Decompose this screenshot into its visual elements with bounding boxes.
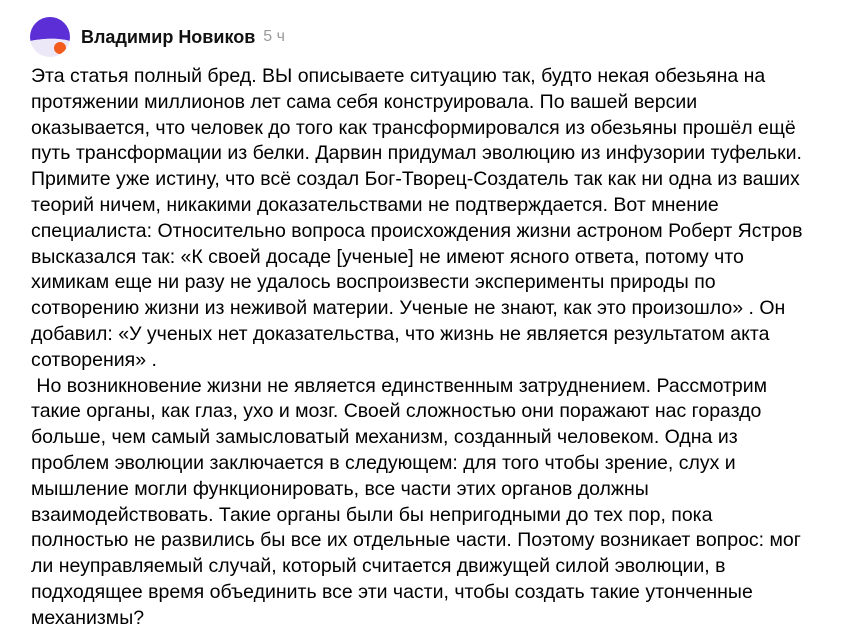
comment-line: высказался так: «К своей досаде [ученые] не имеют ясного ответа, потому что xyxy=(31,245,744,268)
comment-line: такие органы, как глаз, ухо и мозг. Своей сложностью они поражают нас гораздо xyxy=(31,400,762,423)
comment-line: мышление могли функционировать, все части этих органов должны xyxy=(31,477,649,500)
comment-line: Примите уже истину, что всё создал Бог-Творец-Создатель так как ни одна из ваших xyxy=(31,168,800,191)
comment-line: протяжении миллионов лет сама себя конструировала. По вашей версии xyxy=(31,90,698,113)
comment-time[interactable]: 5 ч xyxy=(263,28,285,45)
avatar-icon xyxy=(30,17,70,57)
comment-line: подходящее время объединить все эти части, чтобы создать такие утонченные xyxy=(31,580,753,603)
comment-line: путь трансформации из белки. Дарвин придумал эволюцию из инфузории туфельки. xyxy=(31,142,802,165)
comment-line: химикам еще ни разу не удалось воспроизвести эксперименты природы по xyxy=(31,271,716,294)
comment-line: ли неуправляемый случай, который считается движущей силой эволюции, в xyxy=(31,555,726,578)
comment-line: оказывается, что человек до того как трансформировался из обезьяны прошёл ещё xyxy=(31,116,796,139)
comment-line: проблем эволюции заключается в следующем: для того чтобы зрение, слух и xyxy=(31,451,736,474)
comment-line: Эта статья полный бред. ВЫ описываете ситуацию так, будто некая обезьяна на xyxy=(31,65,766,87)
author-name[interactable]: Владимир Новиков xyxy=(81,26,256,47)
comment-line: больше, чем самый замысловатый механизм, созданный человеком. Одна из xyxy=(31,426,738,449)
avatar[interactable] xyxy=(30,17,70,57)
comment-line: сотворению жизни из неживой материи. Ученые не знают, как это произошло» . Он xyxy=(31,297,786,320)
comment-line: механизмы? xyxy=(31,606,145,629)
comment-line: сотворения» . xyxy=(31,348,157,371)
comment-line: теорий ничем, никакими доказательствами не подтверждается. Вот мнение xyxy=(31,193,719,216)
comment-line: добавил: «У ученых нет доказательства, что жизнь не является результатом акта xyxy=(31,322,770,345)
comment-line: полностью не развились бы все их отдельные части. Поэтому возникает вопрос: мог xyxy=(31,529,801,552)
comment-line: специалиста: Относительно вопроса происхождения жизни астроном Роберт Ястров xyxy=(31,219,803,242)
comment-line: взаимодействовать. Такие органы были бы непригодными до тех пор, пока xyxy=(31,503,713,526)
comment-text xyxy=(31,64,841,632)
comment-header xyxy=(30,17,285,57)
comment-line: Но возникновение жизни не является единственным затруднением. Рассмотрим xyxy=(31,374,768,397)
